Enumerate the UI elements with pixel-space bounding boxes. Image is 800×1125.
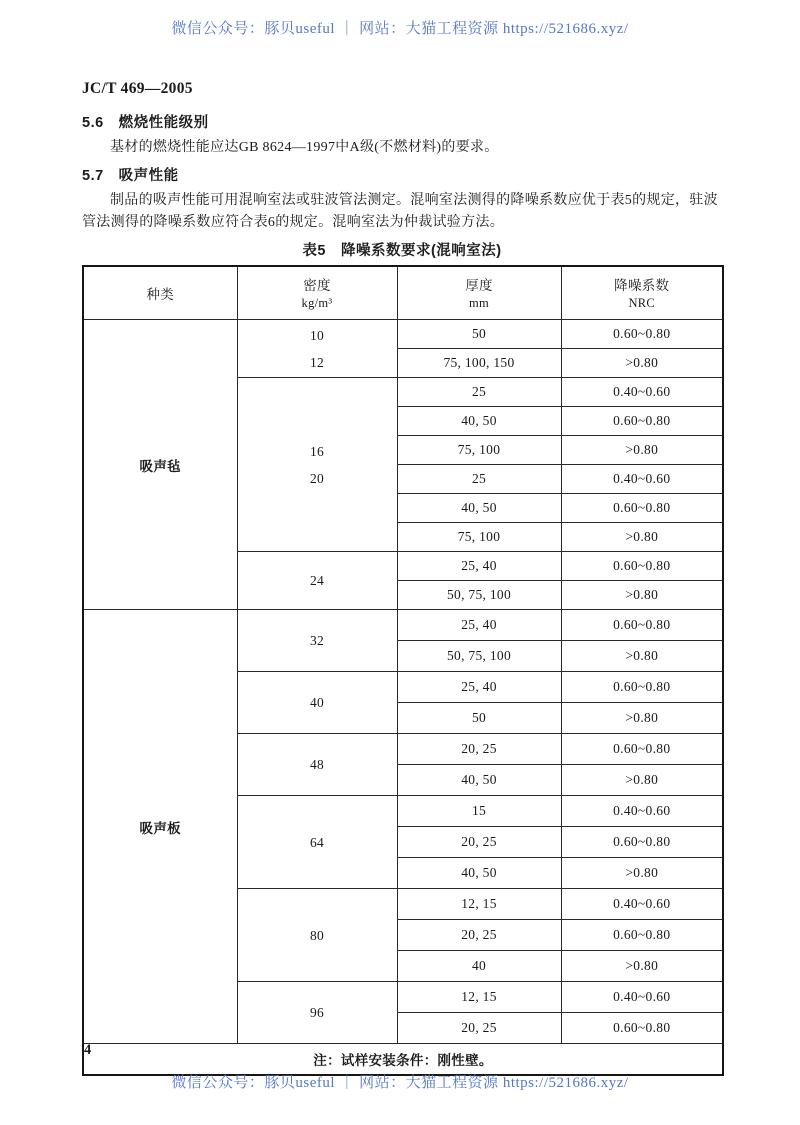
nrc-cell: >0.80 [561, 436, 723, 465]
table-row [83, 610, 723, 641]
nrc-cell: 0.60~0.80 [561, 827, 723, 858]
density-cell [237, 378, 397, 552]
spec-table-body [83, 320, 723, 1076]
col-header-nrc [561, 266, 723, 320]
nrc-cell: 0.40~0.60 [561, 982, 723, 1013]
density-cell [237, 320, 397, 378]
col-header-thickness-unit: mm [468, 296, 490, 310]
nrc-cell: >0.80 [561, 858, 723, 889]
thickness-cell: 40, 50 [397, 858, 561, 889]
thickness-cell: 25, 40 [397, 672, 561, 703]
col-header-nrc-label: 降噪系数 [614, 278, 670, 293]
density-value: 16 [309, 443, 325, 459]
density-value: 20 [309, 470, 325, 486]
density-cell [237, 796, 397, 889]
thickness-cell: 75, 100 [397, 523, 561, 552]
thickness-cell: 50, 75, 100 [397, 641, 561, 672]
col-header-thickness-label: 厚度 [465, 278, 493, 293]
thickness-cell: 12, 15 [397, 982, 561, 1013]
thickness-cell: 12, 15 [397, 889, 561, 920]
nrc-cell: 0.60~0.80 [561, 552, 723, 581]
col-header-kind [83, 266, 237, 320]
col-header-thickness [397, 266, 561, 320]
category-cell: 吸声毡 [83, 320, 237, 610]
nrc-cell: 0.60~0.80 [561, 320, 723, 349]
nrc-cell: 0.60~0.80 [561, 407, 723, 436]
page-number: 4 [84, 1042, 92, 1058]
nrc-cell: >0.80 [561, 951, 723, 982]
density-value: 12 [309, 354, 325, 370]
standard-number: JC/T 469—2005 [82, 80, 193, 97]
thickness-cell: 20, 25 [397, 734, 561, 765]
col-header-nrc-unit: NRC [628, 296, 656, 310]
nrc-cell: >0.80 [561, 581, 723, 610]
density-cell [237, 672, 397, 734]
density-value: 48 [309, 757, 325, 772]
thickness-cell: 25, 40 [397, 610, 561, 641]
thickness-cell: 40 [397, 951, 561, 982]
nrc-cell: >0.80 [561, 765, 723, 796]
nrc-cell: 0.40~0.60 [561, 378, 723, 407]
nrc-cell: >0.80 [561, 523, 723, 552]
density-value: 96 [309, 1005, 325, 1020]
density-value: 32 [309, 633, 325, 648]
section-heading-5-7: 5.7 吸声性能 [82, 168, 179, 184]
thickness-cell: 20, 25 [397, 1013, 561, 1044]
density-cell [237, 552, 397, 610]
nrc-cell: 0.40~0.60 [561, 889, 723, 920]
nrc-cell: 0.60~0.80 [561, 610, 723, 641]
thickness-cell: 50 [397, 703, 561, 734]
spec-table-head [83, 266, 723, 320]
density-value: 24 [309, 573, 325, 588]
nrc-cell: 0.40~0.60 [561, 796, 723, 827]
density-cell [237, 610, 397, 672]
nrc-cell: 0.60~0.80 [561, 672, 723, 703]
header-row [83, 266, 723, 320]
density-cell [237, 889, 397, 982]
thickness-cell: 75, 100, 150 [397, 349, 561, 378]
thickness-cell: 25 [397, 465, 561, 494]
nrc-cell: 0.60~0.80 [561, 494, 723, 523]
thickness-cell: 50, 75, 100 [397, 581, 561, 610]
table-title: 表5 降噪系数要求(混响室法) [302, 243, 502, 259]
thickness-cell: 50 [397, 320, 561, 349]
table-note: 注：试样安装条件：刚性壁。 [83, 1044, 723, 1076]
density-value: 80 [309, 927, 325, 943]
thickness-cell: 40, 50 [397, 765, 561, 796]
nrc-cell: >0.80 [561, 641, 723, 672]
watermark-top: 微信公众号：豚贝useful ｜ 网站：大猫工程资源 https://521686.xyz/ [171, 21, 629, 37]
nrc-cell: 0.60~0.80 [561, 920, 723, 951]
density-value: 64 [309, 834, 325, 850]
thickness-cell: 15 [397, 796, 561, 827]
section-heading-5-6: 5.6 燃烧性能级别 [82, 115, 209, 131]
col-header-density-label: 密度 [303, 278, 331, 293]
nrc-cell: >0.80 [561, 703, 723, 734]
nrc-cell: 0.60~0.80 [561, 734, 723, 765]
thickness-cell: 75, 100 [397, 436, 561, 465]
thickness-cell: 40, 50 [397, 494, 561, 523]
col-header-density [237, 266, 397, 320]
watermark-bottom: 微信公众号：豚贝useful ｜ 网站：大猫工程资源 https://521686.xyz/ [171, 1075, 629, 1091]
thickness-cell: 20, 25 [397, 920, 561, 951]
thickness-cell: 20, 25 [397, 827, 561, 858]
page-content [82, 80, 722, 1076]
nrc-cell: 0.60~0.80 [561, 1013, 723, 1044]
table-row [83, 320, 723, 349]
nrc-cell: 0.40~0.60 [561, 465, 723, 494]
density-cell [237, 734, 397, 796]
section-paragraph-5-6: 基材的燃烧性能应达GB 8624—1997中A级(不燃材料)的要求。 [110, 140, 499, 155]
density-cell [237, 982, 397, 1044]
thickness-cell: 25, 40 [397, 552, 561, 581]
thickness-cell: 25 [397, 378, 561, 407]
category-cell: 吸声板 [83, 610, 237, 1044]
spec-table [82, 265, 724, 1076]
density-value: 40 [309, 695, 325, 710]
col-header-density-unit: kg/m³ [301, 296, 333, 310]
nrc-cell: >0.80 [561, 349, 723, 378]
col-header-kind-label: 种类 [146, 286, 175, 302]
thickness-cell: 40, 50 [397, 407, 561, 436]
section-paragraph-5-7: 制品的吸声性能可用混响室法或驻波管法测定。混响室法测得的降噪系数应优于表5的规定，驻波管法测得的降噪系数应符合表6的规定。混响室法为仲裁试验方法。 [82, 193, 718, 230]
density-value: 10 [309, 327, 325, 343]
